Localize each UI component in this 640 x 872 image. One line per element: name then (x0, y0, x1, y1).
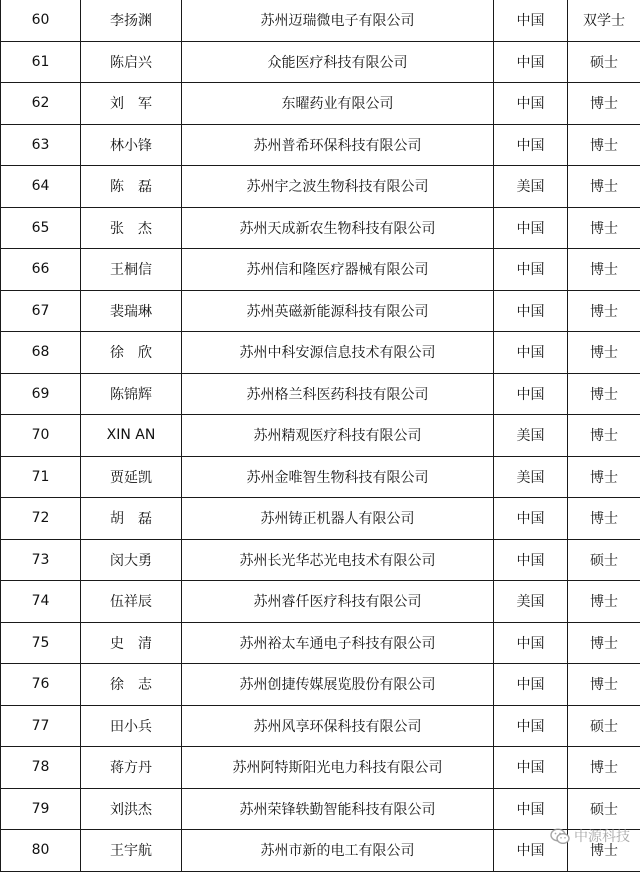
company-name-cell: 苏州创捷传媒展览股份有限公司 (182, 664, 494, 706)
person-name-cell: 徐 欣 (81, 332, 182, 374)
company-name-cell: 东曜药业有限公司 (182, 83, 494, 125)
table-row (1, 830, 640, 872)
person-name-cell: 陈锦辉 (81, 373, 182, 415)
table-row (1, 415, 640, 457)
company-name-cell: 苏州精观医疗科技有限公司 (182, 415, 494, 457)
person-name-cell: 伍祥辰 (81, 581, 182, 623)
person-name-cell: 裴瑞琳 (81, 290, 182, 332)
row-number-cell: 67 (1, 290, 81, 332)
person-name-cell: 王桐信 (81, 249, 182, 291)
country-cell: 中国 (494, 622, 568, 664)
table-row (1, 249, 640, 291)
table-row (1, 332, 640, 374)
country-cell: 美国 (494, 166, 568, 208)
company-name-cell: 苏州铸正机器人有限公司 (182, 498, 494, 540)
person-name-cell: 陈启兴 (81, 41, 182, 83)
person-name-cell: 张 杰 (81, 207, 182, 249)
row-number-cell: 72 (1, 498, 81, 540)
country-cell: 中国 (494, 830, 568, 872)
row-number-cell: 77 (1, 705, 81, 747)
row-number-cell: 63 (1, 124, 81, 166)
row-number-cell: 71 (1, 456, 81, 498)
company-name-cell: 苏州宇之波生物科技有限公司 (182, 166, 494, 208)
degree-cell: 博士 (568, 498, 640, 540)
table-row (1, 290, 640, 332)
country-cell: 美国 (494, 456, 568, 498)
country-cell: 中国 (494, 290, 568, 332)
table-row (1, 456, 640, 498)
degree-cell: 博士 (568, 290, 640, 332)
table-row (1, 705, 640, 747)
table-row (1, 124, 640, 166)
company-name-cell: 苏州风享环保科技有限公司 (182, 705, 494, 747)
country-cell: 中国 (494, 747, 568, 789)
table-row (1, 207, 640, 249)
person-name-cell: 李扬渊 (81, 0, 182, 41)
table-row (1, 581, 640, 623)
table-row (1, 622, 640, 664)
row-number-cell: 75 (1, 622, 81, 664)
company-name-cell: 苏州金唯智生物科技有限公司 (182, 456, 494, 498)
degree-cell: 博士 (568, 581, 640, 623)
table-row (1, 0, 640, 41)
company-name-cell: 苏州天成新农生物科技有限公司 (182, 207, 494, 249)
table-row (1, 539, 640, 581)
country-cell: 中国 (494, 124, 568, 166)
country-cell: 中国 (494, 539, 568, 581)
row-number-cell: 74 (1, 581, 81, 623)
table-row (1, 747, 640, 789)
degree-cell: 硕士 (568, 788, 640, 830)
country-cell: 中国 (494, 373, 568, 415)
country-cell: 中国 (494, 249, 568, 291)
company-name-cell: 苏州裕太车通电子科技有限公司 (182, 622, 494, 664)
degree-cell: 博士 (568, 373, 640, 415)
company-name-cell: 苏州格兰科医药科技有限公司 (182, 373, 494, 415)
table-row (1, 41, 640, 83)
degree-cell: 博士 (568, 332, 640, 374)
degree-cell: 博士 (568, 166, 640, 208)
person-name-cell: 史 清 (81, 622, 182, 664)
country-cell: 中国 (494, 83, 568, 125)
company-name-cell: 苏州中科安源信息技术有限公司 (182, 332, 494, 374)
degree-cell: 硕士 (568, 705, 640, 747)
watermark-text: 中源科技 (574, 829, 630, 845)
country-cell: 中国 (494, 664, 568, 706)
person-name-cell: 田小兵 (81, 705, 182, 747)
company-name-cell: 苏州迈瑞微电子有限公司 (182, 0, 494, 41)
degree-cell: 博士 (568, 747, 640, 789)
degree-cell: 博士 (568, 124, 640, 166)
table-row (1, 373, 640, 415)
person-name-cell: 闵大勇 (81, 539, 182, 581)
country-cell: 中国 (494, 332, 568, 374)
company-name-cell: 苏州普希环保科技有限公司 (182, 124, 494, 166)
degree-cell: 博士 (568, 83, 640, 125)
country-cell: 中国 (494, 788, 568, 830)
country-cell: 中国 (494, 705, 568, 747)
person-name-cell: 徐 志 (81, 664, 182, 706)
company-name-cell: 众能医疗科技有限公司 (182, 41, 494, 83)
row-number-cell: 76 (1, 664, 81, 706)
person-name-cell: 林小锋 (81, 124, 182, 166)
table-row (1, 664, 640, 706)
country-cell: 美国 (494, 415, 568, 457)
degree-cell: 博士 (568, 830, 640, 872)
row-number-cell: 69 (1, 373, 81, 415)
degree-cell: 硕士 (568, 41, 640, 83)
degree-cell: 博士 (568, 207, 640, 249)
person-name-cell: 胡 磊 (81, 498, 182, 540)
row-number-cell: 68 (1, 332, 81, 374)
company-name-cell: 苏州长光华芯光电技术有限公司 (182, 539, 494, 581)
table-body (1, 0, 640, 871)
row-number-cell: 78 (1, 747, 81, 789)
row-number-cell: 65 (1, 207, 81, 249)
table-row (1, 498, 640, 540)
row-number-cell: 70 (1, 415, 81, 457)
person-name-cell: 陈 磊 (81, 166, 182, 208)
country-cell: 中国 (494, 0, 568, 41)
person-name-cell: 王宇航 (81, 830, 182, 872)
degree-cell: 双学士 (568, 0, 640, 41)
degree-cell: 博士 (568, 456, 640, 498)
degree-cell: 硕士 (568, 539, 640, 581)
row-number-cell: 79 (1, 788, 81, 830)
row-number-cell: 60 (1, 0, 81, 41)
person-name-cell: XIN AN (81, 415, 182, 457)
table-row (1, 788, 640, 830)
degree-cell: 博士 (568, 415, 640, 457)
row-number-cell: 66 (1, 249, 81, 291)
row-number-cell: 62 (1, 83, 81, 125)
table-row (1, 83, 640, 125)
country-cell: 美国 (494, 581, 568, 623)
company-name-cell: 苏州睿仟医疗科技有限公司 (182, 581, 494, 623)
degree-cell: 博士 (568, 664, 640, 706)
degree-cell: 博士 (568, 249, 640, 291)
row-number-cell: 61 (1, 41, 81, 83)
company-name-cell: 苏州荣锋轶勤智能科技有限公司 (182, 788, 494, 830)
person-name-cell: 蒋方丹 (81, 747, 182, 789)
country-cell: 中国 (494, 207, 568, 249)
table-row (1, 166, 640, 208)
company-name-cell: 苏州阿特斯阳光电力科技有限公司 (182, 747, 494, 789)
person-name-cell: 刘洪杰 (81, 788, 182, 830)
person-name-cell: 贾延凯 (81, 456, 182, 498)
row-number-cell: 64 (1, 166, 81, 208)
person-name-cell: 刘 军 (81, 83, 182, 125)
degree-cell: 博士 (568, 622, 640, 664)
row-number-cell: 73 (1, 539, 81, 581)
row-number-cell: 80 (1, 830, 81, 872)
company-name-cell: 苏州英磁新能源科技有限公司 (182, 290, 494, 332)
country-cell: 中国 (494, 41, 568, 83)
company-name-cell: 苏州信和隆医疗器械有限公司 (182, 249, 494, 291)
country-cell: 中国 (494, 498, 568, 540)
company-name-cell: 苏州市新的电工有限公司 (182, 830, 494, 872)
